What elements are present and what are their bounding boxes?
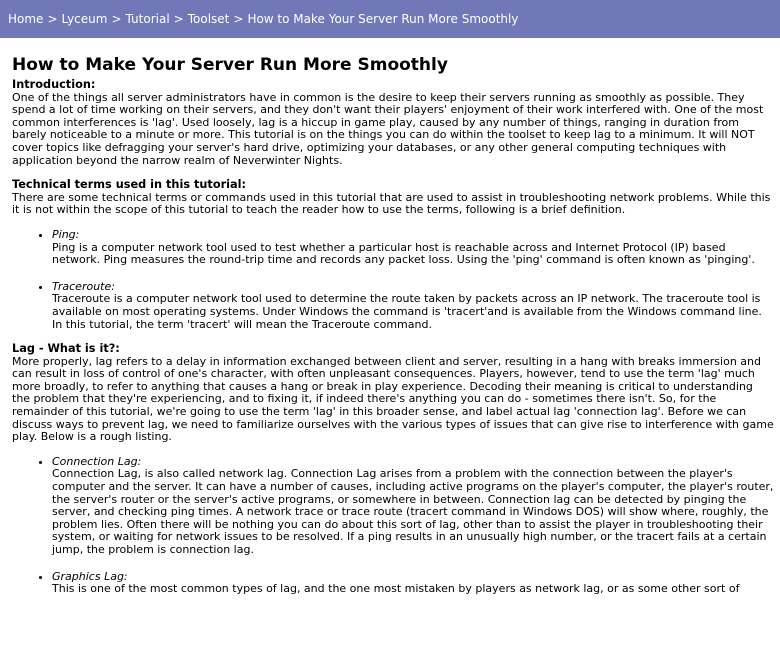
breadcrumb-home[interactable]: Home — [8, 12, 44, 26]
term-definition: Ping is a computer network tool used to test whether a particular host is reachable across and Internet Protocol (IP) based network. Ping measures the round-trip time and records any packet loss. Using the 'ping' command is often known as 'pinging'. — [52, 240, 755, 267]
lag-type-name: • Connection Lag: — [52, 454, 142, 468]
term-definition: Traceroute is a computer network tool used to determine the route taken by packets across an IP network. The traceroute tool is available on most operating systems. Under Windows the command is 'tracert'and is available from the Windows command line. In this tutorial, the term 'tracert' will mean the Traceroute command. — [52, 292, 762, 331]
lag-types-list — [12, 456, 774, 596]
page-title: How to Make Your Server Run More Smoothly — [12, 55, 448, 75]
breadcrumb-current: How to Make Your Server Run More Smoothly — [247, 12, 519, 26]
terms-heading: Technical terms used in this tutorial: — [12, 178, 247, 192]
terms-list — [12, 229, 774, 331]
lag-section — [12, 343, 774, 596]
breadcrumb-separator: > — [173, 12, 184, 26]
lag-type-description: This is one of the most common types of lag, and the one most mistaken by players as network lag, or as some other sort of — [52, 582, 740, 596]
breadcrumb-toolset[interactable]: Toolset — [187, 12, 230, 26]
intro-heading: Introduction: — [12, 78, 96, 91]
lag-heading: Lag - What is it?: — [12, 342, 120, 356]
list-item — [52, 229, 774, 267]
term-name: • Traceroute: — [52, 279, 115, 293]
terms-text: There are some technical terms or commands used in this tutorial that are used to assist in troubleshooting network problems. While this it is not within the scope of this tutorial to teach the reader how to use the terms, following is a brief definition. — [12, 190, 771, 217]
lag-type-name: • Graphics Lag: — [52, 569, 128, 583]
intro-text: One of the things all server administrators have in common is the desire to keep their servers running as smoothly as possible. They spend a lot of time working on their servers, and they don't want their players' enjoyment of their work interfered with. One of the most common interferences is 'lag'. Used loosely, lag is a hiccup in game play, caused by any number of things, ranging in duration from barely noticeable to a minute or more. This tutorial is on the things you can do within the toolset to keep lag to a minimum. It will NOT cover topics like defragging your server's hard drive, optimizing your databases, or any other general computing techniques with application beyond the narrow realm of Neverwinter Nights. — [12, 90, 764, 167]
breadcrumb-lyceum[interactable]: Lyceum — [61, 12, 108, 26]
breadcrumb-separator: > — [233, 12, 244, 26]
breadcrumb-separator: > — [111, 12, 122, 26]
article-body — [0, 55, 780, 596]
list-item — [52, 281, 774, 331]
breadcrumb-tutorial[interactable]: Tutorial — [125, 12, 170, 26]
list-item — [52, 571, 774, 596]
lag-text: More properly, lag refers to a delay in information exchanged between client and server, resulting in a hang with breaks immersion and can result in loss of control of one's character, with often unpleasant consequences. Players, however, tend to use the term 'lag' much more broadly, to refer to anything that causes a hang or break in play experience. Decoding their meaning is critical to understanding the problem that they're experiencing, and to fixing it, if indeed there's anything you can do - sometimes there isn't. So, for the remainder of this tutorial, we're going to use the term 'lag' in this broader sense, and label actual lag 'connection lag'. Before we can discuss ways to prevent lag, we need to familiarize ourselves with the various types of issues that can give rise to interference with game play. Below is a rough listing. — [12, 354, 774, 444]
terms-section — [12, 179, 774, 331]
breadcrumb-separator: > — [47, 12, 58, 26]
term-name: • Ping: — [52, 227, 80, 241]
list-item — [52, 456, 774, 557]
lag-type-description: Connection Lag, is also called network lag. Connection Lag arises from a problem with the connection between the player's computer and the server. It can have a number of causes, including active programs on the player's computer, the player's router, the server's router or the server's active programs, or somewhere in between. Connection lag can be detected by pinging the server, and checking ping times. A network trace or trace route (tracert command in Windows DOS) will show where, roughly, the problem lies. Often there will be nothing you can do about this sort of lag, other than to assist the player in troubleshooting their system, or waiting for network issues to be resolved. If a ping results in an unusually high number, or the tracert fails at a certain jump, the problem is connection lag. — [52, 467, 774, 556]
breadcrumb — [0, 0, 780, 38]
intro-section — [12, 79, 774, 167]
